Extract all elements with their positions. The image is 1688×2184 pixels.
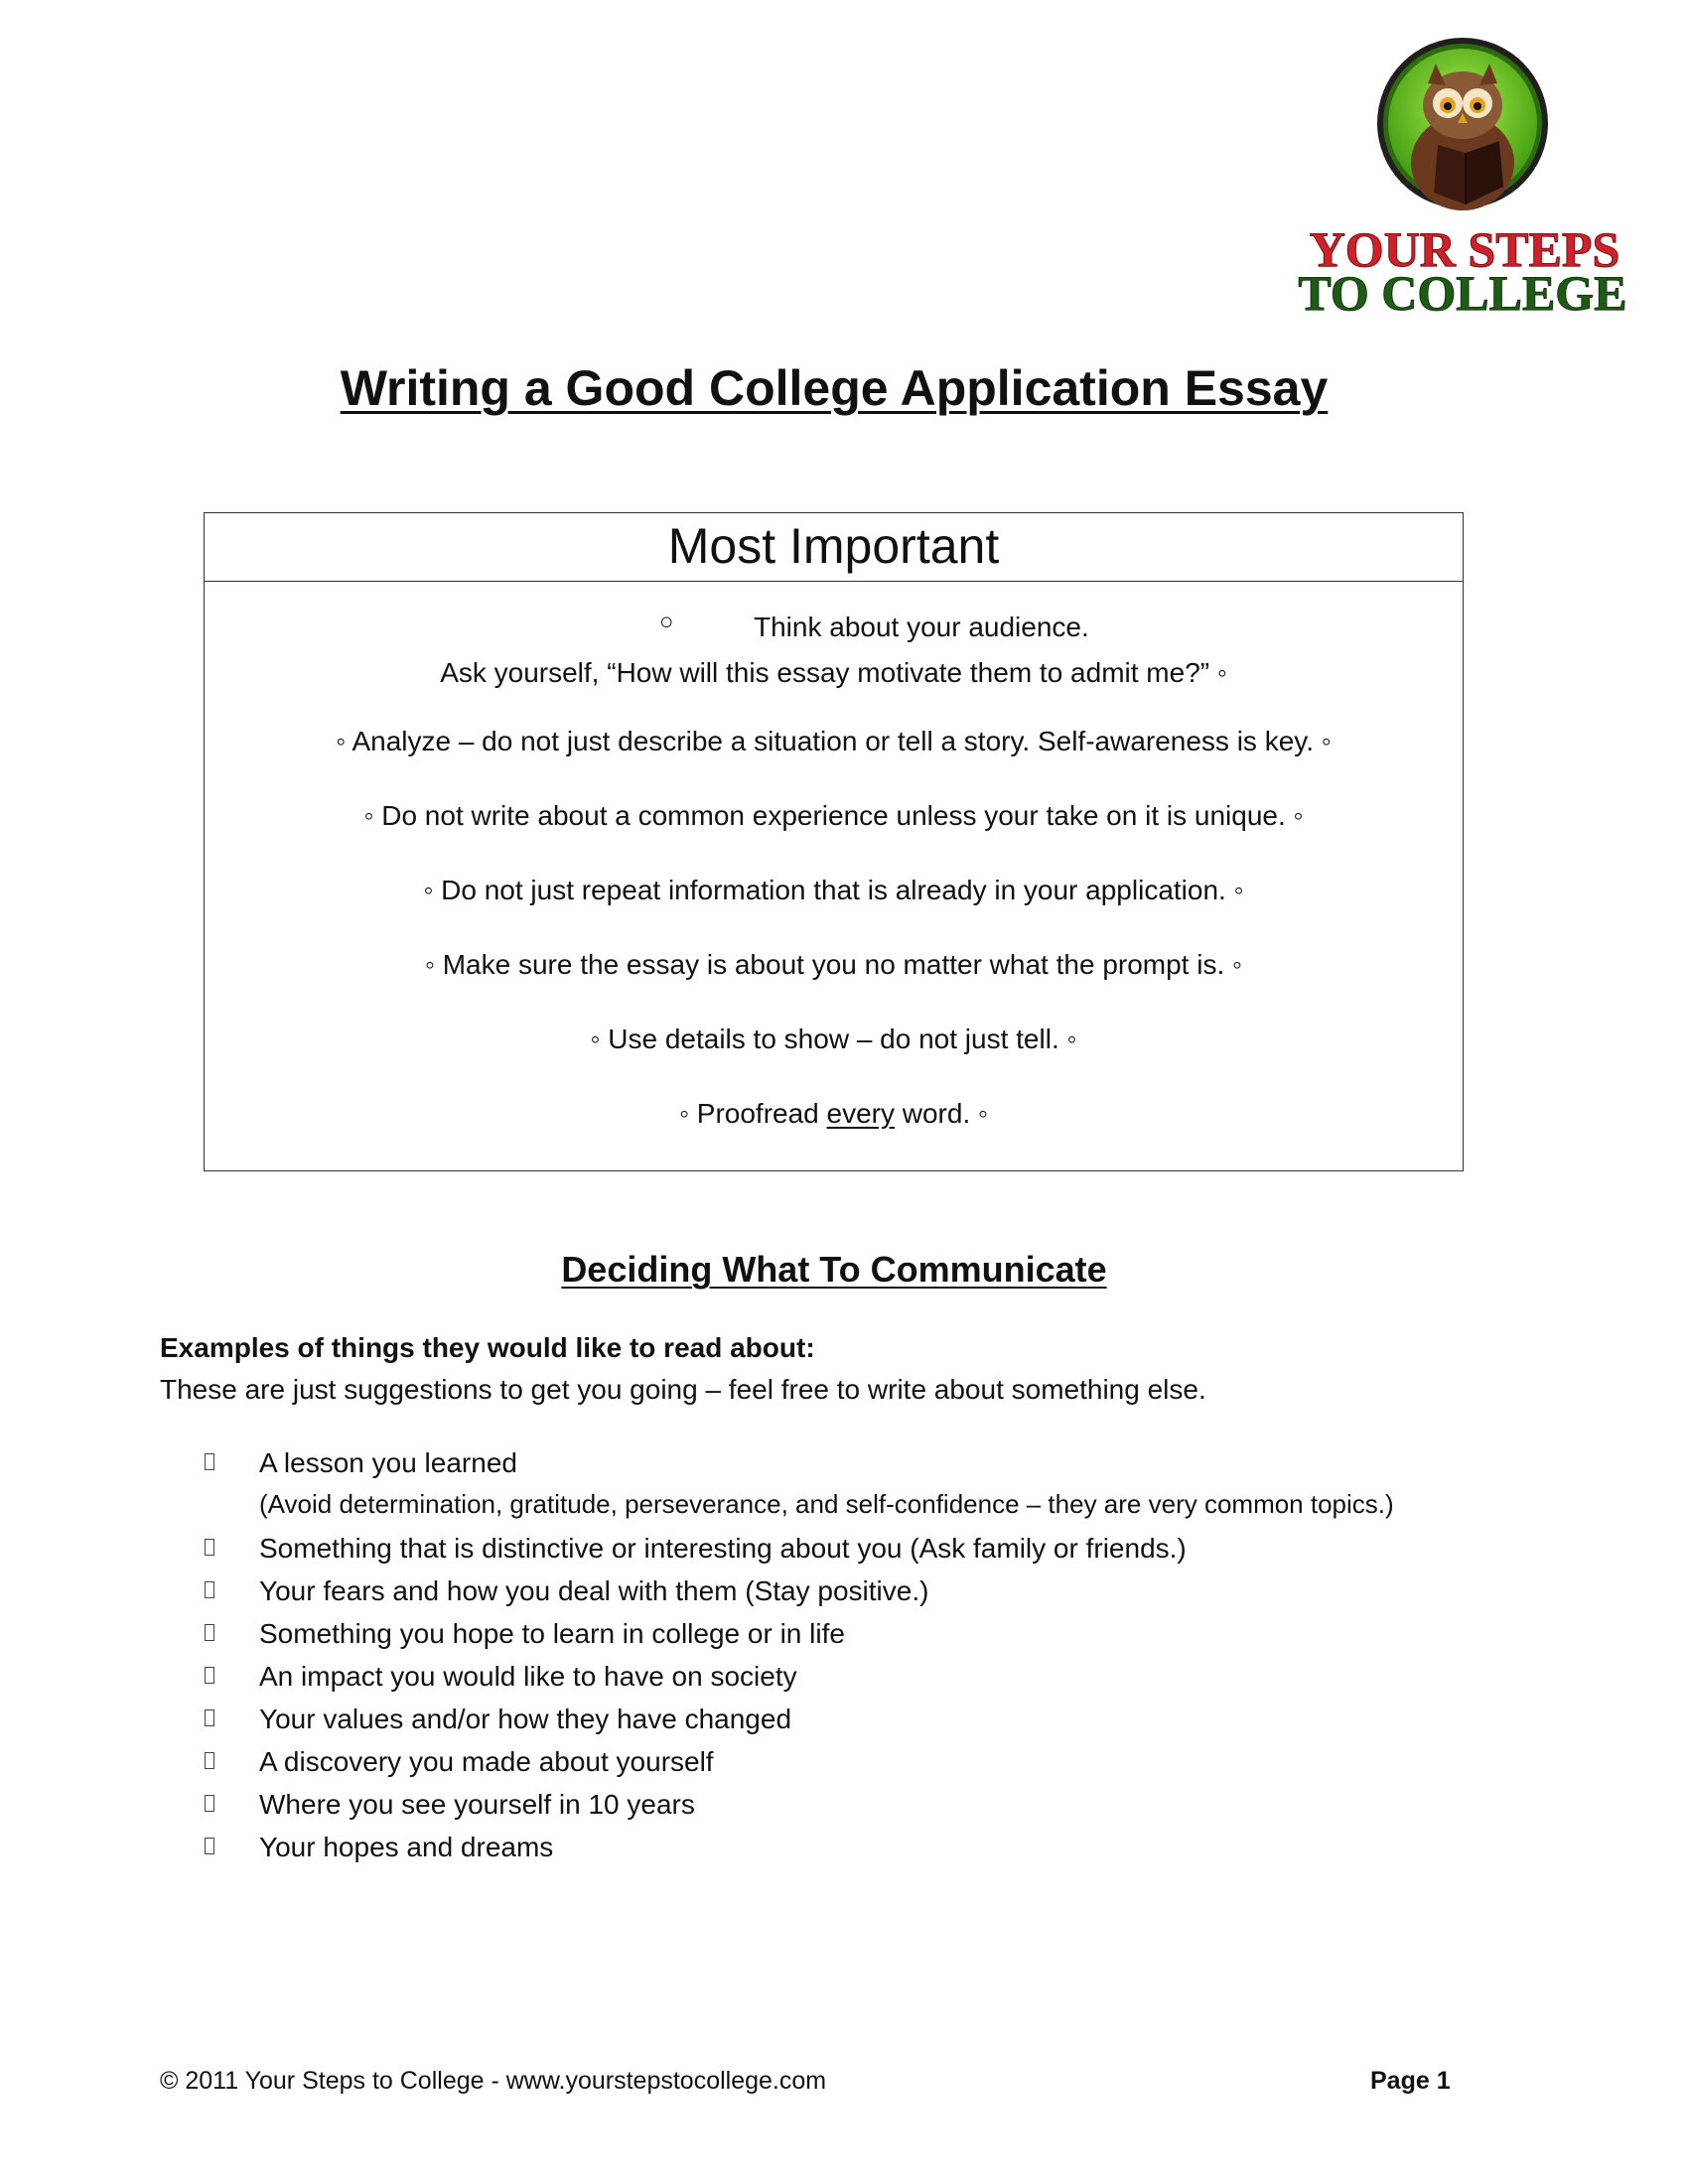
square-bullet-icon	[205, 1709, 214, 1726]
topic-text: A discovery you made about yourself	[259, 1746, 714, 1777]
tip-item: ◦ Do not write about a common experience unless your take on it is unique. ◦	[363, 800, 1304, 831]
footer-copyright: © 2011 Your Steps to College - www.yourstepstocollege.com	[160, 2067, 827, 2095]
your-steps-to-college-logo	[1289, 36, 1636, 316]
topic-note: (Avoid determination, gratitude, perseverance, and self-confidence – they are very common topics.)	[259, 1489, 1394, 1519]
topic-text: A lesson you learned	[259, 1447, 517, 1478]
circle-bullet-icon: ○	[659, 609, 674, 635]
examples-heading: Examples of things they would like to read about:	[160, 1332, 815, 1363]
topic-list	[205, 1441, 1394, 1868]
tip-proofread-before: ◦ Proofread	[679, 1098, 827, 1129]
square-bullet-icon	[205, 1752, 214, 1769]
tip-proofread	[205, 1096, 1463, 1131]
square-bullet-icon	[205, 1539, 214, 1556]
footer-page-number: Page 1	[1370, 2067, 1451, 2095]
topic-text: Where you see yourself in 10 years	[259, 1789, 695, 1820]
list-item	[205, 1441, 1394, 1527]
tip-item: ◦ Use details to show – do not just tell. ◦	[590, 1024, 1077, 1054]
section-title-deciding: Deciding What To Communicate	[561, 1249, 1107, 1290]
tip-ask-yourself: Ask yourself, “How will this essay motivate them to admit me?” ◦	[440, 657, 1227, 688]
logo-line2: TO COLLEGE	[1298, 265, 1627, 316]
logo-line1: YOUR STEPS	[1309, 221, 1620, 277]
list-item	[205, 1783, 1394, 1826]
square-bullet-icon	[205, 1624, 214, 1641]
list-item	[205, 1655, 1394, 1698]
most-important-header: Most Important	[205, 513, 1463, 582]
list-item	[205, 1698, 1394, 1740]
tip-item: ◦ Analyze – do not just describe a situation or tell a story. Self-awareness is key. ◦	[336, 726, 1332, 756]
most-important-body	[205, 610, 1463, 1131]
tip-audience	[205, 610, 1463, 655]
tip-item: ◦ Make sure the essay is about you no matter what the prompt is. ◦	[425, 949, 1242, 980]
square-bullet-icon	[205, 1581, 214, 1598]
tip-proofread-after: word. ◦	[894, 1098, 988, 1129]
square-bullet-icon	[205, 1795, 214, 1812]
topic-text: Something that is distinctive or interesting about you (Ask family or friends.)	[259, 1533, 1187, 1564]
square-bullet-icon	[205, 1838, 214, 1854]
document-title: Writing a Good College Application Essay	[340, 360, 1329, 416]
list-item	[205, 1612, 1394, 1655]
topic-text: Your fears and how you deal with them (Stay positive.)	[259, 1575, 929, 1606]
topic-text: An impact you would like to have on society	[259, 1661, 797, 1692]
list-item	[205, 1527, 1394, 1570]
topic-text: Your values and/or how they have changed	[259, 1704, 792, 1734]
tip-audience-text: Think about your audience.	[754, 612, 1089, 642]
list-item	[205, 1826, 1394, 1868]
list-item	[205, 1740, 1394, 1783]
list-item	[205, 1570, 1394, 1612]
topic-text: Something you hope to learn in college or in life	[259, 1618, 845, 1649]
square-bullet-icon	[205, 1667, 214, 1684]
square-bullet-icon	[205, 1453, 214, 1470]
most-important-box	[204, 512, 1464, 1171]
topic-text: Your hopes and dreams	[259, 1832, 554, 1862]
examples-subheading: These are just suggestions to get you going – feel free to write about something else.	[160, 1374, 1206, 1405]
tip-item: ◦ Do not just repeat information that is already in your application. ◦	[423, 875, 1244, 905]
tip-proofread-emphasis: every	[826, 1098, 895, 1129]
